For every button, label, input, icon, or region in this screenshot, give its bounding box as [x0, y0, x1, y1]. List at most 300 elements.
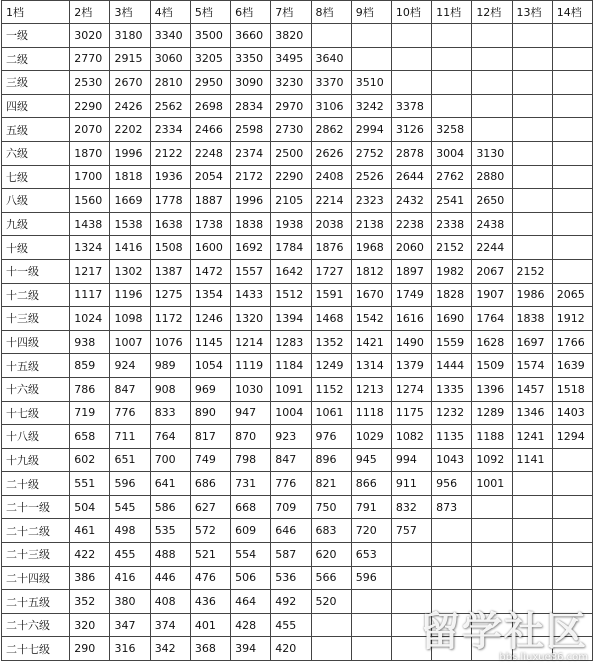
- table-cell: 1054: [190, 354, 230, 378]
- table-cell: 832: [391, 495, 431, 519]
- table-cell: [552, 165, 592, 189]
- table-cell: 2067: [472, 259, 512, 283]
- table-cell: 290: [70, 637, 110, 661]
- table-cell: 1004: [271, 401, 311, 425]
- table-cell: [432, 519, 472, 543]
- table-cell: 352: [70, 590, 110, 614]
- table-cell: 2432: [391, 189, 431, 213]
- table-cell: 1697: [512, 330, 552, 354]
- table-cell: 2038: [311, 212, 351, 236]
- table-cell: [311, 613, 351, 637]
- table-cell: 1727: [311, 259, 351, 283]
- table-cell: 2214: [311, 189, 351, 213]
- level-label: 四级: [2, 94, 70, 118]
- table-cell: 2426: [110, 94, 150, 118]
- table-cell: 1188: [472, 425, 512, 449]
- level-label: 七级: [2, 165, 70, 189]
- table-cell: 791: [351, 495, 391, 519]
- table-cell: 2950: [190, 71, 230, 95]
- table-cell: 1778: [150, 189, 190, 213]
- table-cell: [472, 47, 512, 71]
- table-cell: [351, 590, 391, 614]
- level-label: 二十六级: [2, 613, 70, 637]
- table-cell: 896: [311, 448, 351, 472]
- table-cell: 1213: [351, 377, 391, 401]
- table-cell: 749: [190, 448, 230, 472]
- table-cell: 2408: [311, 165, 351, 189]
- table-cell: [351, 47, 391, 71]
- table-cell: 994: [391, 448, 431, 472]
- table-cell: 1982: [432, 259, 472, 283]
- table-cell: [552, 637, 592, 661]
- table-cell: 428: [231, 613, 271, 637]
- table-cell: 1738: [190, 212, 230, 236]
- table-cell: 1784: [271, 236, 311, 260]
- table-cell: [552, 543, 592, 567]
- table-cell: 1217: [70, 259, 110, 283]
- table-cell: 1302: [110, 259, 150, 283]
- table-cell: 2878: [391, 141, 431, 165]
- table-cell: 1030: [231, 377, 271, 401]
- table-cell: 2730: [271, 118, 311, 142]
- table-cell: [512, 47, 552, 71]
- table-cell: 1024: [70, 307, 110, 331]
- table-cell: [311, 24, 351, 48]
- table-cell: 1818: [110, 165, 150, 189]
- table-cell: 2065: [552, 283, 592, 307]
- table-cell: [472, 71, 512, 95]
- level-label: 五级: [2, 118, 70, 142]
- table-cell: 1275: [150, 283, 190, 307]
- table-cell: 461: [70, 519, 110, 543]
- table-cell: 1639: [552, 354, 592, 378]
- table-cell: 3510: [351, 71, 391, 95]
- watermark-logo: 留学社区: [420, 609, 588, 655]
- table-cell: 923: [271, 425, 311, 449]
- table-cell: 1996: [110, 141, 150, 165]
- table-cell: 2172: [231, 165, 271, 189]
- table-cell: 1416: [110, 236, 150, 260]
- table-cell: [552, 141, 592, 165]
- table-cell: 596: [110, 472, 150, 496]
- table-cell: 976: [311, 425, 351, 449]
- table-cell: 3205: [190, 47, 230, 71]
- column-header: 2档: [70, 1, 110, 24]
- table-cell: [432, 47, 472, 71]
- table-cell: 711: [110, 425, 150, 449]
- table-cell: [552, 118, 592, 142]
- table-cell: [552, 566, 592, 590]
- table-cell: 1324: [70, 236, 110, 260]
- level-label: 二十二级: [2, 519, 70, 543]
- table-cell: 2290: [70, 94, 110, 118]
- table-cell: 641: [150, 472, 190, 496]
- column-header: 12档: [472, 1, 512, 24]
- table-cell: 1628: [472, 330, 512, 354]
- table-cell: 908: [150, 377, 190, 401]
- table-cell: 3640: [311, 47, 351, 71]
- table-cell: 3090: [231, 71, 271, 95]
- table-cell: 719: [70, 401, 110, 425]
- table-cell: 1394: [271, 307, 311, 331]
- table-cell: 586: [150, 495, 190, 519]
- table-cell: 535: [150, 519, 190, 543]
- table-cell: [512, 637, 552, 661]
- table-cell: 2290: [271, 165, 311, 189]
- table-cell: 2070: [70, 118, 110, 142]
- table-cell: 2248: [190, 141, 230, 165]
- table-cell: 683: [311, 519, 351, 543]
- table-cell: 911: [391, 472, 431, 496]
- column-header: 4档: [150, 1, 190, 24]
- table-cell: [552, 47, 592, 71]
- table-cell: [512, 472, 552, 496]
- level-label: 二十级: [2, 472, 70, 496]
- table-cell: [552, 212, 592, 236]
- table-row: [2, 165, 593, 189]
- level-label: 十六级: [2, 377, 70, 401]
- table-cell: 1468: [311, 307, 351, 331]
- table-row: [2, 448, 593, 472]
- table-cell: 1335: [432, 377, 472, 401]
- level-label: 六级: [2, 141, 70, 165]
- table-cell: 316: [110, 637, 150, 661]
- table-cell: [552, 519, 592, 543]
- table-cell: 1117: [70, 283, 110, 307]
- table-cell: 1098: [110, 307, 150, 331]
- table-cell: 2915: [110, 47, 150, 71]
- level-label: 十一级: [2, 259, 70, 283]
- level-label: 三级: [2, 71, 70, 95]
- table-cell: 1141: [512, 448, 552, 472]
- table-cell: 924: [110, 354, 150, 378]
- table-cell: 2530: [70, 71, 110, 95]
- table-cell: 1559: [432, 330, 472, 354]
- table-cell: 866: [351, 472, 391, 496]
- table-cell: 1907: [472, 283, 512, 307]
- table-cell: 757: [391, 519, 431, 543]
- table-cell: 1214: [231, 330, 271, 354]
- table-cell: 1438: [70, 212, 110, 236]
- table-cell: 2466: [190, 118, 230, 142]
- table-cell: 859: [70, 354, 110, 378]
- table-cell: [351, 613, 391, 637]
- table-cell: [472, 613, 512, 637]
- column-header: 1档: [2, 1, 70, 24]
- table-row: [2, 566, 593, 590]
- table-cell: [391, 613, 431, 637]
- table-cell: [432, 94, 472, 118]
- table-row: [2, 236, 593, 260]
- table-cell: 2598: [231, 118, 271, 142]
- table-cell: [432, 24, 472, 48]
- table-cell: 1876: [311, 236, 351, 260]
- table-cell: 408: [150, 590, 190, 614]
- table-cell: 1061: [311, 401, 351, 425]
- table-cell: 536: [271, 566, 311, 590]
- column-header: 11档: [432, 1, 472, 24]
- table-cell: 1119: [231, 354, 271, 378]
- table-row: [2, 377, 593, 401]
- table-cell: 1557: [231, 259, 271, 283]
- table-cell: 847: [110, 377, 150, 401]
- table-cell: 1669: [110, 189, 150, 213]
- table-cell: [512, 590, 552, 614]
- table-cell: 1283: [271, 330, 311, 354]
- table-cell: 1354: [190, 283, 230, 307]
- table-cell: 1043: [432, 448, 472, 472]
- table-cell: 3820: [271, 24, 311, 48]
- table-cell: 1472: [190, 259, 230, 283]
- level-label: 二十七级: [2, 637, 70, 661]
- table-cell: 700: [150, 448, 190, 472]
- table-cell: 1403: [552, 401, 592, 425]
- table-cell: 386: [70, 566, 110, 590]
- table-cell: [432, 566, 472, 590]
- table-cell: [552, 448, 592, 472]
- table-cell: 2054: [190, 165, 230, 189]
- level-label: 十四级: [2, 330, 70, 354]
- column-header: 10档: [391, 1, 431, 24]
- table-cell: 3370: [311, 71, 351, 95]
- table-cell: 1184: [271, 354, 311, 378]
- table-cell: 1986: [512, 283, 552, 307]
- table-cell: 3378: [391, 94, 431, 118]
- table-cell: [472, 637, 512, 661]
- table-cell: [472, 543, 512, 567]
- table-cell: 2526: [351, 165, 391, 189]
- table-cell: 2323: [351, 189, 391, 213]
- table-cell: 455: [271, 613, 311, 637]
- table-cell: 945: [351, 448, 391, 472]
- table-cell: 2202: [110, 118, 150, 142]
- table-cell: [432, 613, 472, 637]
- table-cell: 646: [271, 519, 311, 543]
- table-cell: 653: [351, 543, 391, 567]
- table-row: [2, 519, 593, 543]
- table-cell: [552, 94, 592, 118]
- table-cell: 2334: [150, 118, 190, 142]
- salary-grade-table: [1, 0, 593, 661]
- table-cell: 2644: [391, 165, 431, 189]
- table-cell: 1870: [70, 141, 110, 165]
- table-cell: 1490: [391, 330, 431, 354]
- table-cell: 989: [150, 354, 190, 378]
- table-cell: 506: [231, 566, 271, 590]
- table-cell: [512, 141, 552, 165]
- table-cell: 764: [150, 425, 190, 449]
- table-cell: 1314: [351, 354, 391, 378]
- table-cell: 3130: [472, 141, 512, 165]
- table-cell: 947: [231, 401, 271, 425]
- column-header: 8档: [311, 1, 351, 24]
- table-cell: [512, 613, 552, 637]
- table-cell: 3180: [110, 24, 150, 48]
- table-cell: 2810: [150, 71, 190, 95]
- table-cell: [552, 236, 592, 260]
- table-row: [2, 354, 593, 378]
- table-cell: 1692: [231, 236, 271, 260]
- table-cell: 2880: [472, 165, 512, 189]
- table-cell: 2500: [271, 141, 311, 165]
- table-cell: 720: [351, 519, 391, 543]
- table-cell: 3020: [70, 24, 110, 48]
- table-row: [2, 401, 593, 425]
- table-cell: 1172: [150, 307, 190, 331]
- table-cell: 464: [231, 590, 271, 614]
- table-cell: 668: [231, 495, 271, 519]
- table-cell: 380: [110, 590, 150, 614]
- table-cell: 554: [231, 543, 271, 567]
- table-row: [2, 118, 593, 142]
- table-cell: 627: [190, 495, 230, 519]
- table-cell: 1232: [432, 401, 472, 425]
- table-cell: 2374: [231, 141, 271, 165]
- level-label: 十三级: [2, 307, 70, 331]
- table-cell: 798: [231, 448, 271, 472]
- table-cell: 1379: [391, 354, 431, 378]
- table-cell: 786: [70, 377, 110, 401]
- table-cell: 609: [231, 519, 271, 543]
- table-cell: 1968: [351, 236, 391, 260]
- table-cell: 596: [351, 566, 391, 590]
- table-cell: 1508: [150, 236, 190, 260]
- table-cell: 420: [271, 637, 311, 661]
- table-cell: 2060: [391, 236, 431, 260]
- table-cell: 1320: [231, 307, 271, 331]
- table-cell: 1249: [311, 354, 351, 378]
- table-cell: 520: [311, 590, 351, 614]
- table-cell: 817: [190, 425, 230, 449]
- table-cell: 1700: [70, 165, 110, 189]
- table-cell: 2670: [110, 71, 150, 95]
- table-cell: 776: [110, 401, 150, 425]
- table-cell: 498: [110, 519, 150, 543]
- table-row: [2, 543, 593, 567]
- table-cell: 1346: [512, 401, 552, 425]
- table-cell: 1274: [391, 377, 431, 401]
- table-cell: [472, 566, 512, 590]
- table-cell: 1838: [231, 212, 271, 236]
- table-cell: [552, 71, 592, 95]
- table-row: [2, 47, 593, 71]
- table-cell: 455: [110, 543, 150, 567]
- column-header: 5档: [190, 1, 230, 24]
- table-cell: 1145: [190, 330, 230, 354]
- table-cell: 2834: [231, 94, 271, 118]
- table-cell: 1152: [311, 377, 351, 401]
- table-cell: 1001: [472, 472, 512, 496]
- table-row: [2, 24, 593, 48]
- table-cell: [552, 613, 592, 637]
- table-cell: 1591: [311, 283, 351, 307]
- table-cell: 1936: [150, 165, 190, 189]
- table-cell: 1082: [391, 425, 431, 449]
- level-label: 二级: [2, 47, 70, 71]
- table-cell: 374: [150, 613, 190, 637]
- table-cell: 1029: [351, 425, 391, 449]
- column-header: 7档: [271, 1, 311, 24]
- table-row: [2, 283, 593, 307]
- table-cell: 368: [190, 637, 230, 661]
- table-cell: 938: [70, 330, 110, 354]
- table-cell: 847: [271, 448, 311, 472]
- table-cell: 1560: [70, 189, 110, 213]
- level-label: 九级: [2, 212, 70, 236]
- table-cell: 969: [190, 377, 230, 401]
- table-cell: 1574: [512, 354, 552, 378]
- table-cell: 3242: [351, 94, 391, 118]
- table-cell: 1642: [271, 259, 311, 283]
- table-row: [2, 141, 593, 165]
- table-cell: 1600: [190, 236, 230, 260]
- table-cell: 342: [150, 637, 190, 661]
- table-row: [2, 259, 593, 283]
- table-cell: 551: [70, 472, 110, 496]
- table-cell: 521: [190, 543, 230, 567]
- table-cell: 2626: [311, 141, 351, 165]
- table-cell: 731: [231, 472, 271, 496]
- level-label: 八级: [2, 189, 70, 213]
- table-cell: [472, 495, 512, 519]
- table-cell: 3230: [271, 71, 311, 95]
- table-cell: 488: [150, 543, 190, 567]
- column-header: 13档: [512, 1, 552, 24]
- table-cell: 3126: [391, 118, 431, 142]
- table-cell: [512, 212, 552, 236]
- table-cell: [472, 24, 512, 48]
- table-cell: [512, 543, 552, 567]
- table-row: [2, 94, 593, 118]
- table-cell: 504: [70, 495, 110, 519]
- table-cell: [432, 590, 472, 614]
- table-cell: 956: [432, 472, 472, 496]
- table-cell: 651: [110, 448, 150, 472]
- table-cell: 2770: [70, 47, 110, 71]
- column-header: 3档: [110, 1, 150, 24]
- table-cell: 2970: [271, 94, 311, 118]
- table-cell: [391, 566, 431, 590]
- table-cell: 3500: [190, 24, 230, 48]
- table-cell: 2698: [190, 94, 230, 118]
- table-cell: 1246: [190, 307, 230, 331]
- level-label: 十五级: [2, 354, 70, 378]
- table-cell: 1091: [271, 377, 311, 401]
- table-cell: [552, 495, 592, 519]
- table-cell: [512, 236, 552, 260]
- table-cell: [391, 71, 431, 95]
- table-cell: 750: [311, 495, 351, 519]
- table-cell: 2541: [432, 189, 472, 213]
- table-cell: 1387: [150, 259, 190, 283]
- watermark-url: bbs.liuxue86.com: [499, 652, 588, 663]
- table-cell: 1294: [552, 425, 592, 449]
- table-cell: 1352: [311, 330, 351, 354]
- table-cell: 1241: [512, 425, 552, 449]
- table-cell: 320: [70, 613, 110, 637]
- table-cell: [552, 590, 592, 614]
- table-cell: 821: [311, 472, 351, 496]
- table-cell: 1196: [110, 283, 150, 307]
- table-cell: 1518: [552, 377, 592, 401]
- table-cell: 2105: [271, 189, 311, 213]
- table-cell: 1509: [472, 354, 512, 378]
- table-cell: 1749: [391, 283, 431, 307]
- table-cell: [432, 71, 472, 95]
- table-cell: [311, 637, 351, 661]
- header-row: [2, 1, 593, 24]
- table-cell: 1828: [432, 283, 472, 307]
